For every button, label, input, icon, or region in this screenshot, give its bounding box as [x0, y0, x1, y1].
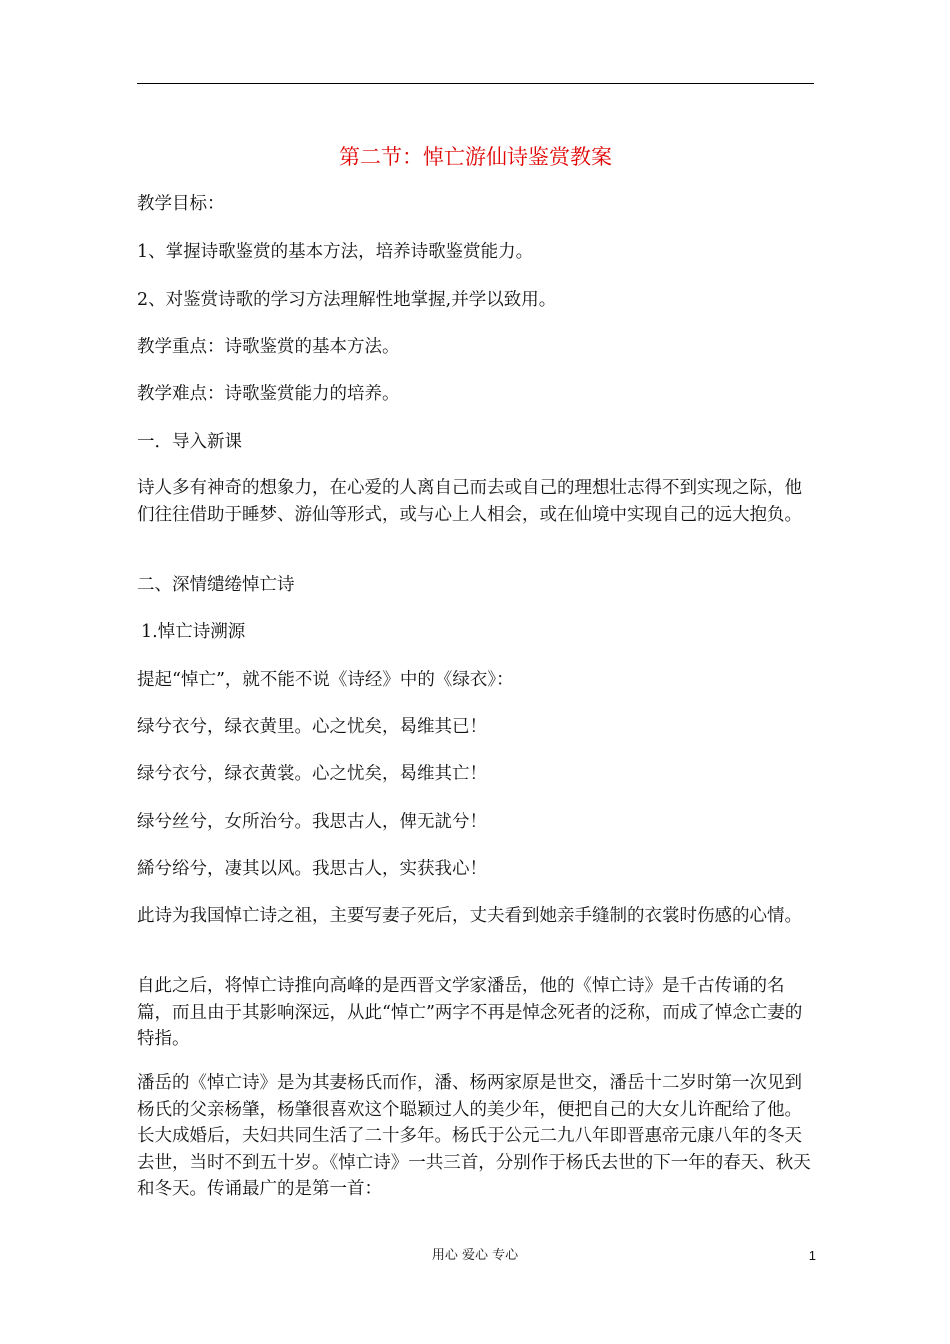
poem-line: 绿兮丝兮，女所治兮。我思古人，俾无訧兮！	[137, 812, 487, 832]
poem-line: 绿兮衣兮，绿衣黄里。心之忧矣，曷维其已！	[137, 717, 487, 737]
quote-intro: 提起“悼亡”，就不能不说《诗经》中的《绿衣》：	[137, 670, 514, 690]
teaching-goals-heading: 教学目标：	[137, 194, 225, 214]
key-point: 教学重点：诗歌鉴赏的基本方法。	[137, 337, 400, 357]
difficulty: 教学难点：诗歌鉴赏能力的培养。	[137, 384, 400, 404]
section-2-heading: 二、深情缱绻悼亡诗	[137, 575, 295, 595]
section-1-heading: 一．导入新课	[137, 432, 242, 452]
paragraph-2: 自此之后，将悼亡诗推向高峰的是西晋文学家潘岳，他的《悼亡诗》是千古传诵的名篇，而且由于其影响深远，从此“悼亡”两字不再是悼念死者的泛称，而成了悼念亡妻的特指。	[137, 976, 803, 1049]
poem-line: 絺兮绤兮，凄其以风。我思古人，实获我心！	[137, 859, 487, 879]
goal-2: 2、对鉴赏诗歌的学习方法理解性地掌握,并学以致用。	[137, 290, 557, 310]
subsection-1-heading: 1.悼亡诗溯源	[141, 622, 246, 642]
paragraph-1: 此诗为我国悼亡诗之祖，主要写妻子死后，丈夫看到她亲手缝制的衣裳时伤感的心情。	[137, 906, 802, 926]
document-title: 第二节：悼亡游仙诗鉴赏教案	[339, 145, 612, 169]
paragraph-3: 潘岳的《悼亡诗》是为其妻杨氏而作，潘、杨两家原是世交，潘岳十二岁时第一次见到杨氏的父亲杨肇，杨肇很喜欢这个聪颖过人的美少年，便把自己的大女儿许配给了他。长大成婚后，夫妇共同生活了二十多年。杨氏于公元二九八年即晋惠帝元康八年的冬天去世，当时不到五十岁。《悼亡诗》一共三首，分别作于杨氏去世的下一年的春天、秋天和冬天。传诵最广的是第一首：	[137, 1073, 811, 1199]
footer-text: 用心 爱心 专心	[431, 1248, 519, 1263]
header-rule	[137, 83, 814, 84]
goal-1: 1、掌握诗歌鉴赏的基本方法，培养诗歌鉴赏能力。	[137, 242, 534, 262]
intro-paragraph: 诗人多有神奇的想象力，在心爱的人离自己而去或自己的理想壮志得不到实现之际，他们往往借助于睡梦、游仙等形式，或与心上人相会，或在仙境中实现自己的远大抱负。	[137, 478, 802, 525]
poem-line: 绿兮衣兮，绿衣黄裳。心之忧矣，曷维其亡！	[137, 764, 487, 784]
page-number: 1	[808, 1248, 816, 1263]
